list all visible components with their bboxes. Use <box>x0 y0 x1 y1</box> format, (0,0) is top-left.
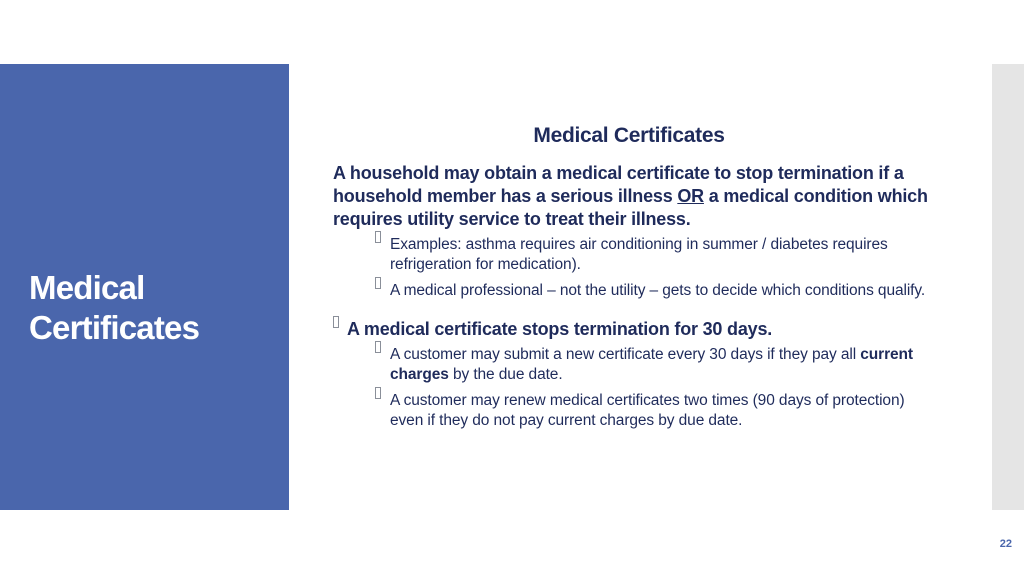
sub-bullet-text: A medical professional – not the utility – gets to decide which conditions qualify. <box>390 282 926 299</box>
bullet-icon <box>375 231 381 243</box>
right-accent-strip <box>992 64 1024 510</box>
content-heading: Medical Certificates <box>533 124 725 147</box>
bullet-icon <box>375 341 381 353</box>
bullet-icon <box>375 277 381 289</box>
slide-content <box>333 122 933 431</box>
slide-title-line1: Medical <box>29 269 145 306</box>
lead-paragraph <box>333 162 933 231</box>
list-item <box>390 391 933 431</box>
list-item <box>390 281 933 301</box>
main-bullet-text: A medical certificate stops termination for 30 days. <box>347 319 773 339</box>
lead-text-part1: A household may obtain a medical certificate to stop termination if a household member has a serious illness <box>333 163 904 206</box>
lead-or-emphasis: OR <box>677 186 704 206</box>
slide-title <box>29 268 279 348</box>
page-number: 22 <box>999 538 1012 550</box>
bullet-icon <box>375 387 381 399</box>
list-item <box>390 345 933 385</box>
bullet-icon <box>333 316 339 328</box>
list-item <box>390 235 933 275</box>
lead-text-part2: a medical condition which requires utility service to treat their illness. <box>333 186 928 229</box>
sub-bullet-text: A customer may renew medical certificates two times (90 days of protection) even if they do not pay current charges by due date. <box>390 392 905 429</box>
sub-bullet-text-part2: by the due date. <box>448 366 563 383</box>
sub-bullet-text-part1: A customer may submit a new certificate every 30 days if they pay all <box>390 346 861 363</box>
main-bullet <box>347 318 933 341</box>
sub-bullet-bold: current charges <box>390 346 913 383</box>
slide-title-line2: Certificates <box>29 309 200 346</box>
sub-bullet-text: Examples: asthma requires air conditioning in summer / diabetes requires refrigeration for medication). <box>390 236 888 273</box>
